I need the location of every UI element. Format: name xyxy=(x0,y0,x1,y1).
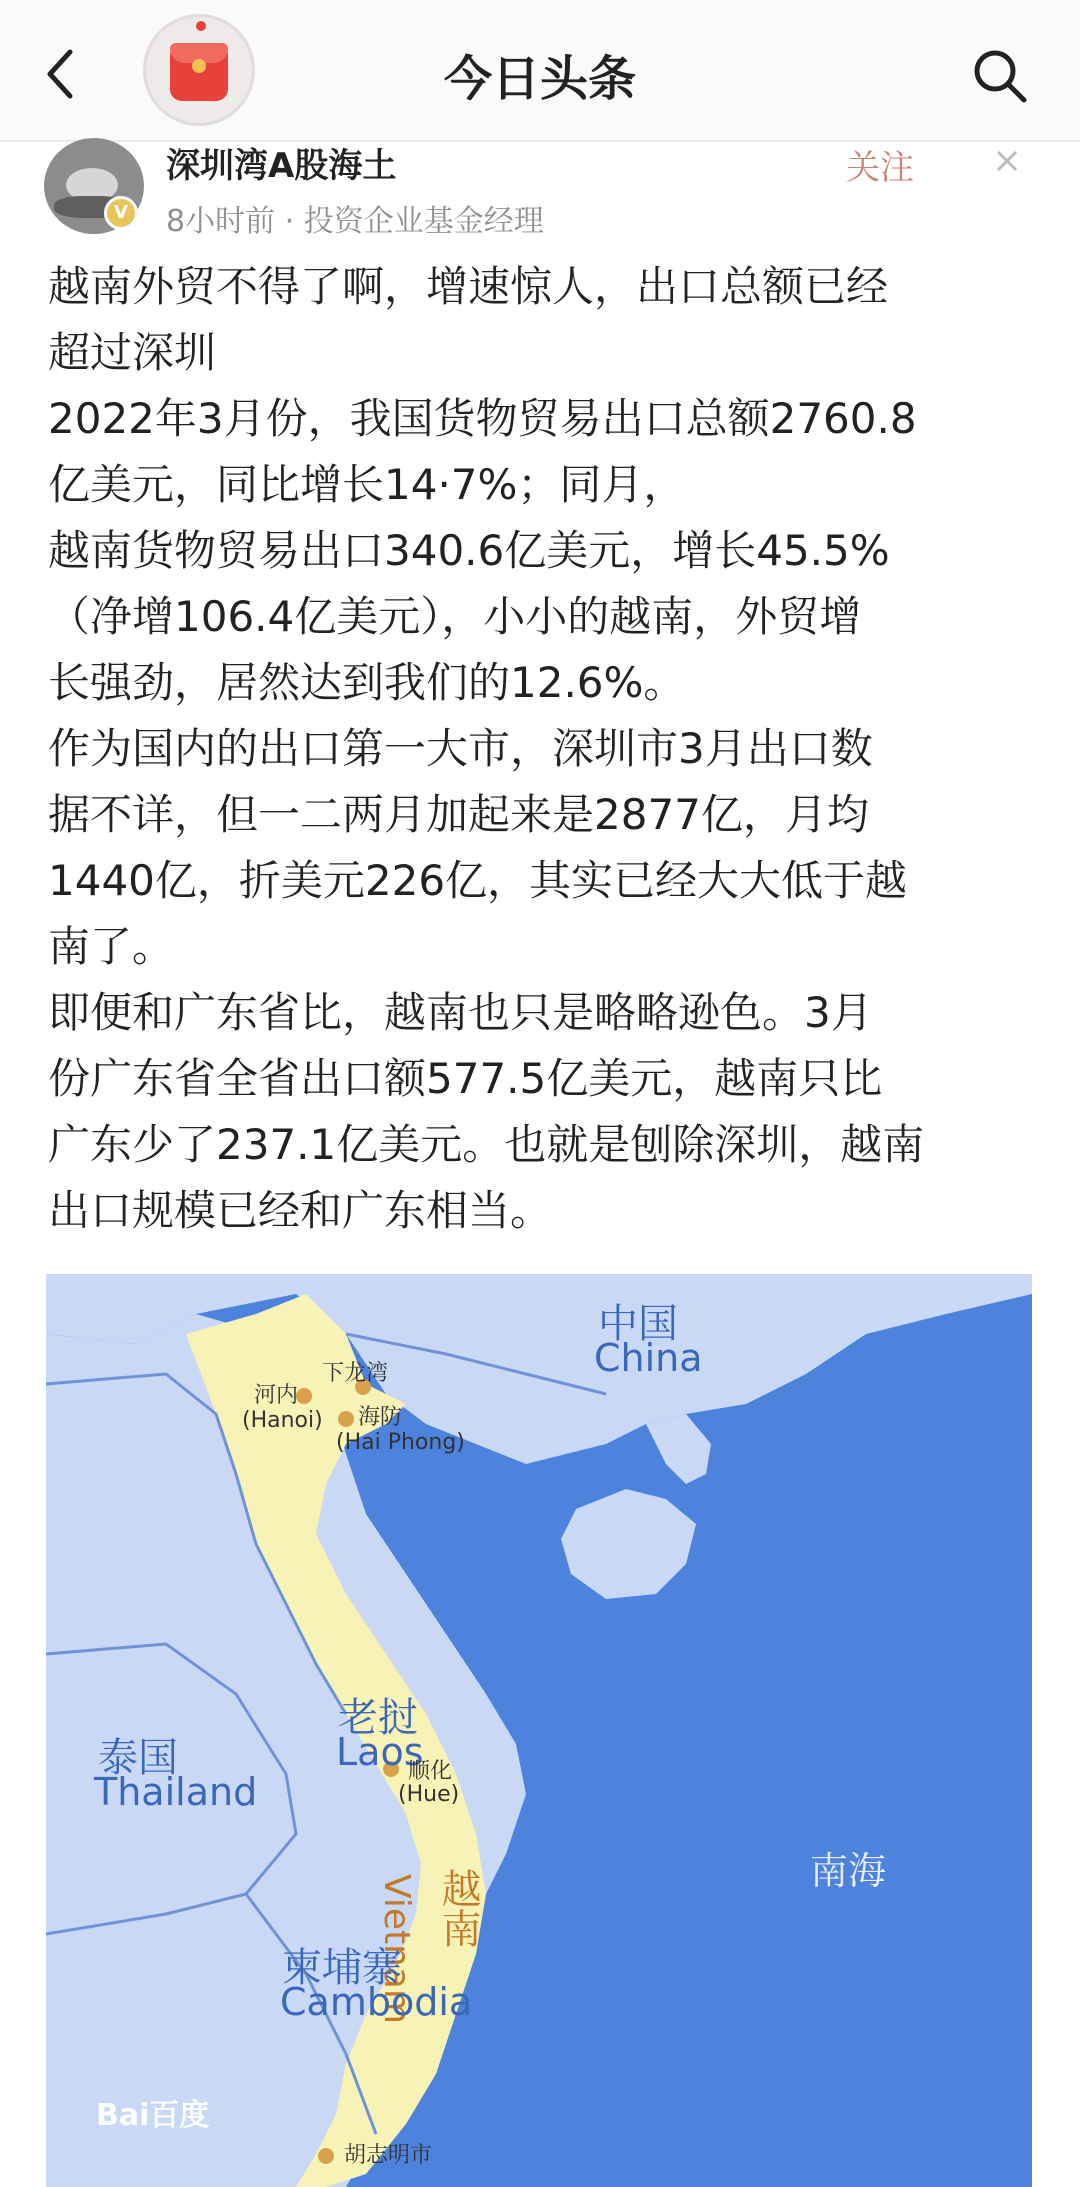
map-label-laos-cn: 老挝 xyxy=(338,1695,418,1741)
map-label-thailand-en: Thailand xyxy=(94,1770,258,1814)
map-graphic xyxy=(46,1274,1032,2187)
map-label-vietnam-en: Vietnam xyxy=(376,1874,417,2025)
map-label-south-china-sea: 南海 xyxy=(810,1849,887,1893)
follow-button[interactable]: 关注 xyxy=(846,148,914,188)
article-paragraph: 越南货物贸易出口340.6亿美元，增长45.5% （净增106.4亿美元），小小的越南，外贸增 长强劲，居然达到我们的12.6%。 xyxy=(48,526,890,707)
search-icon[interactable] xyxy=(970,46,1030,106)
close-icon[interactable] xyxy=(994,148,1020,174)
map-label-hanoi-cn: 河内 xyxy=(254,1383,299,1408)
map-label-hanoi-en: (Hanoi) xyxy=(242,1408,323,1433)
map-label-haiphong-cn: 海防 xyxy=(358,1405,403,1430)
top-bar xyxy=(0,0,1080,140)
map-label-thailand-cn: 泰国 xyxy=(98,1735,178,1781)
app-title: 今日头条 xyxy=(443,51,636,107)
map-label-hcmc: 胡志明市 xyxy=(344,2143,433,2168)
map-label-haiphong-en: (Hai Phong) xyxy=(336,1430,465,1455)
map-label-cambodia-cn: 柬埔寨 xyxy=(282,1945,402,1991)
hanoi-marker xyxy=(296,1388,312,1404)
map-label-vietnam-cn: 越南 xyxy=(435,1868,481,1948)
baidu-watermark: Bai百度 xyxy=(96,2098,210,2133)
map-label-halong: 下龙湾 xyxy=(322,1361,389,1386)
article-paragraph: 越南外贸不得了啊，增速惊人，出口总额已经 超过深圳 xyxy=(48,262,889,377)
map-label-china-cn: 中国 xyxy=(598,1301,678,1347)
article-paragraph: 即便和广东省比，越南也只是略略逊色。3月 份广东省全省出口额577.5亿美元，越南只比 广东少了237.1亿美元。也就是刨除深圳，越南 出口规模已经和广东相当。 xyxy=(48,988,925,1235)
article-body xyxy=(48,254,1058,1244)
article-paragraph: 2022年3月份，我国货物贸易出口总额2760.8 亿美元，同比增长14·7%；同月， xyxy=(48,394,917,509)
map-label-hue-cn: 顺化 xyxy=(408,1759,453,1784)
vietnam-map-image[interactable] xyxy=(46,1274,1032,2187)
map-label-cambodia-en: Cambodia xyxy=(280,1980,473,2024)
map-label-china-en: China xyxy=(594,1336,703,1380)
hcmc-marker xyxy=(318,2148,334,2164)
haiphong-marker xyxy=(338,1411,354,1427)
verified-badge: V xyxy=(104,196,138,230)
author-name[interactable]: 深圳湾A股海土 xyxy=(166,146,397,186)
author-meta: 8小时前 · 投资企业基金经理 xyxy=(166,204,544,239)
article-paragraph: 作为国内的出口第一大市，深圳市3月出口数 据不详，但一二两月加起来是2877亿，月均 1440亿，折美元226亿，其实已经大大低于越 南了。 xyxy=(48,724,908,971)
map-label-hue-en: (Hue) xyxy=(398,1782,460,1807)
map-label-laos-en: Laos xyxy=(336,1730,424,1774)
header-divider xyxy=(0,140,1080,142)
